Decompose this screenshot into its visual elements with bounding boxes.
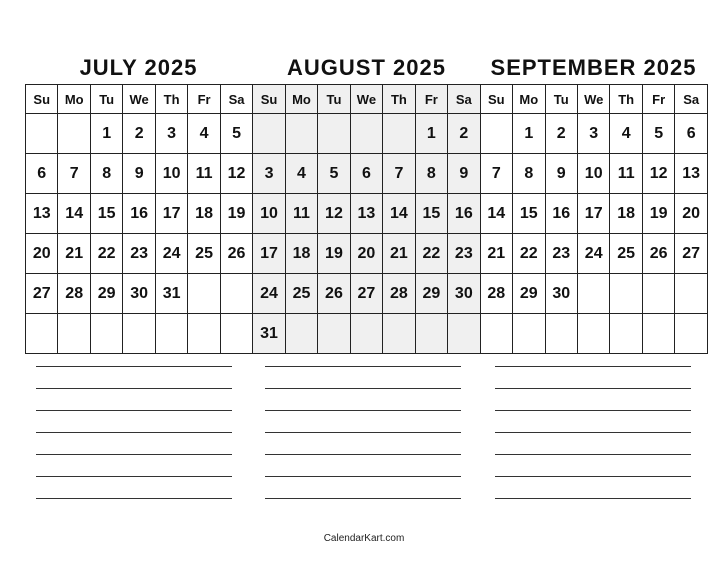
day-cell (58, 314, 90, 354)
week-row (26, 314, 708, 354)
day-cell: 25 (610, 234, 642, 274)
day-cell: 8 (513, 154, 545, 194)
day-cell: 22 (415, 234, 447, 274)
weekday-header: Th (610, 85, 642, 114)
day-cell: 28 (58, 274, 90, 314)
weekday-header: Mo (513, 85, 545, 114)
weekday-header: Mo (285, 85, 317, 114)
weekday-header: Th (155, 85, 187, 114)
day-cell: 28 (480, 274, 512, 314)
day-cell (642, 274, 674, 314)
note-line (265, 366, 461, 367)
day-cell: 25 (285, 274, 317, 314)
calendar-grid (25, 84, 708, 354)
day-cell: 31 (253, 314, 285, 354)
weekday-header: Su (253, 85, 285, 114)
day-cell: 5 (318, 154, 350, 194)
weekday-header: Fr (415, 85, 447, 114)
footer-credit: CalendarKart.com (323, 533, 405, 544)
day-cell: 11 (285, 194, 317, 234)
note-line (495, 476, 691, 477)
day-cell: 24 (577, 234, 609, 274)
day-cell: 6 (350, 154, 382, 194)
day-cell (577, 314, 609, 354)
weekday-header: Th (383, 85, 415, 114)
weekday-header: We (577, 85, 609, 114)
day-cell: 8 (415, 154, 447, 194)
weekday-header: Su (26, 85, 58, 114)
day-cell: 13 (26, 194, 58, 234)
day-cell: 18 (188, 194, 220, 234)
note-line (265, 388, 461, 389)
day-cell (675, 274, 708, 314)
day-cell: 28 (383, 274, 415, 314)
day-cell: 20 (26, 234, 58, 274)
day-cell: 9 (545, 154, 577, 194)
day-cell (58, 114, 90, 154)
day-cell (318, 314, 350, 354)
day-cell: 21 (480, 234, 512, 274)
day-cell: 14 (383, 194, 415, 234)
weekday-header: Fr (188, 85, 220, 114)
weekday-header: Su (480, 85, 512, 114)
weekday-header: Sa (220, 85, 252, 114)
month-title-september: SEPTEMBER 2025 (490, 55, 697, 80)
day-cell: 29 (415, 274, 447, 314)
day-cell (350, 114, 382, 154)
day-cell (123, 314, 155, 354)
day-cell: 4 (188, 114, 220, 154)
weekday-header: Fr (642, 85, 674, 114)
day-cell (383, 114, 415, 154)
day-cell: 12 (642, 154, 674, 194)
day-cell: 2 (123, 114, 155, 154)
day-cell: 6 (26, 154, 58, 194)
day-cell (610, 314, 642, 354)
day-cell: 11 (610, 154, 642, 194)
day-cell: 15 (415, 194, 447, 234)
notes-column-1 (36, 366, 232, 520)
day-cell: 3 (577, 114, 609, 154)
day-cell: 19 (318, 234, 350, 274)
day-cell: 23 (448, 234, 480, 274)
day-cell (285, 314, 317, 354)
day-cell: 12 (220, 154, 252, 194)
day-cell: 13 (350, 194, 382, 234)
day-cell: 22 (90, 234, 122, 274)
day-cell (448, 314, 480, 354)
day-cell (90, 314, 122, 354)
note-line (36, 388, 232, 389)
day-cell: 8 (90, 154, 122, 194)
day-cell: 19 (642, 194, 674, 234)
day-cell: 23 (123, 234, 155, 274)
note-line (36, 454, 232, 455)
day-cell: 26 (642, 234, 674, 274)
month-titles (25, 52, 708, 84)
day-cell (513, 314, 545, 354)
day-cell (26, 314, 58, 354)
week-row (26, 194, 708, 234)
day-cell: 5 (642, 114, 674, 154)
notes-column-2 (265, 366, 461, 520)
note-line (495, 366, 691, 367)
day-cell: 29 (513, 274, 545, 314)
day-cell: 24 (155, 234, 187, 274)
day-cell: 31 (155, 274, 187, 314)
day-cell (350, 314, 382, 354)
day-cell: 19 (220, 194, 252, 234)
day-cell (675, 314, 708, 354)
day-cell: 22 (513, 234, 545, 274)
day-cell: 12 (318, 194, 350, 234)
note-line (265, 454, 461, 455)
day-cell: 3 (253, 154, 285, 194)
day-cell: 30 (123, 274, 155, 314)
notes-column-3 (495, 366, 691, 520)
day-cell: 2 (448, 114, 480, 154)
week-row (26, 114, 708, 154)
day-cell (545, 314, 577, 354)
weekday-header: Mo (58, 85, 90, 114)
day-cell: 30 (448, 274, 480, 314)
day-cell: 2 (545, 114, 577, 154)
day-cell (155, 314, 187, 354)
day-cell (610, 274, 642, 314)
day-cell: 18 (610, 194, 642, 234)
day-cell: 3 (155, 114, 187, 154)
day-cell: 18 (285, 234, 317, 274)
day-cell: 16 (545, 194, 577, 234)
day-cell (220, 314, 252, 354)
day-cell: 26 (220, 234, 252, 274)
day-cell (577, 274, 609, 314)
month-title-july: JULY 2025 (79, 55, 198, 80)
day-cell: 21 (58, 234, 90, 274)
day-cell: 9 (448, 154, 480, 194)
day-cell: 14 (480, 194, 512, 234)
day-cell: 25 (188, 234, 220, 274)
month-title-august: AUGUST 2025 (287, 55, 446, 80)
weekday-header: We (350, 85, 382, 114)
note-line (265, 410, 461, 411)
day-cell: 16 (123, 194, 155, 234)
weekday-header: Tu (90, 85, 122, 114)
day-cell: 4 (285, 154, 317, 194)
day-cell: 27 (350, 274, 382, 314)
day-cell: 6 (675, 114, 708, 154)
day-cell: 4 (610, 114, 642, 154)
day-cell: 15 (513, 194, 545, 234)
note-line (495, 410, 691, 411)
weekday-header: We (123, 85, 155, 114)
day-cell: 11 (188, 154, 220, 194)
note-line (495, 388, 691, 389)
day-cell: 21 (383, 234, 415, 274)
day-cell: 10 (577, 154, 609, 194)
weekday-header: Sa (675, 85, 708, 114)
day-cell: 1 (513, 114, 545, 154)
day-cell: 26 (318, 274, 350, 314)
note-line (36, 410, 232, 411)
day-cell (188, 274, 220, 314)
day-cell (642, 314, 674, 354)
weekday-header: Tu (545, 85, 577, 114)
week-row (26, 274, 708, 314)
note-line (36, 476, 232, 477)
day-cell (383, 314, 415, 354)
note-line (495, 454, 691, 455)
weekday-header: Sa (448, 85, 480, 114)
day-cell: 17 (577, 194, 609, 234)
day-cell: 7 (58, 154, 90, 194)
day-cell: 1 (90, 114, 122, 154)
week-row (26, 234, 708, 274)
day-cell: 20 (350, 234, 382, 274)
day-cell: 17 (253, 234, 285, 274)
day-cell: 27 (26, 274, 58, 314)
day-cell: 24 (253, 274, 285, 314)
week-row (26, 154, 708, 194)
day-cell: 5 (220, 114, 252, 154)
day-cell: 1 (415, 114, 447, 154)
day-cell: 10 (253, 194, 285, 234)
weekday-header-row (26, 85, 708, 114)
day-cell: 10 (155, 154, 187, 194)
day-cell: 27 (675, 234, 708, 274)
day-cell: 17 (155, 194, 187, 234)
day-cell: 20 (675, 194, 708, 234)
day-cell: 15 (90, 194, 122, 234)
day-cell (188, 314, 220, 354)
weekday-header: Tu (318, 85, 350, 114)
day-cell (26, 114, 58, 154)
day-cell: 29 (90, 274, 122, 314)
day-cell (415, 314, 447, 354)
day-cell: 7 (480, 154, 512, 194)
day-cell (253, 114, 285, 154)
day-cell: 30 (545, 274, 577, 314)
day-cell: 16 (448, 194, 480, 234)
note-line (265, 498, 461, 499)
note-line (495, 498, 691, 499)
note-line (495, 432, 691, 433)
note-line (265, 476, 461, 477)
day-cell (318, 114, 350, 154)
day-cell: 23 (545, 234, 577, 274)
day-cell: 7 (383, 154, 415, 194)
day-cell (285, 114, 317, 154)
day-cell (480, 314, 512, 354)
note-line (36, 366, 232, 367)
day-cell: 9 (123, 154, 155, 194)
day-cell: 14 (58, 194, 90, 234)
note-line (265, 432, 461, 433)
day-cell (480, 114, 512, 154)
note-line (36, 498, 232, 499)
day-cell: 13 (675, 154, 708, 194)
note-line (36, 432, 232, 433)
day-cell (220, 274, 252, 314)
